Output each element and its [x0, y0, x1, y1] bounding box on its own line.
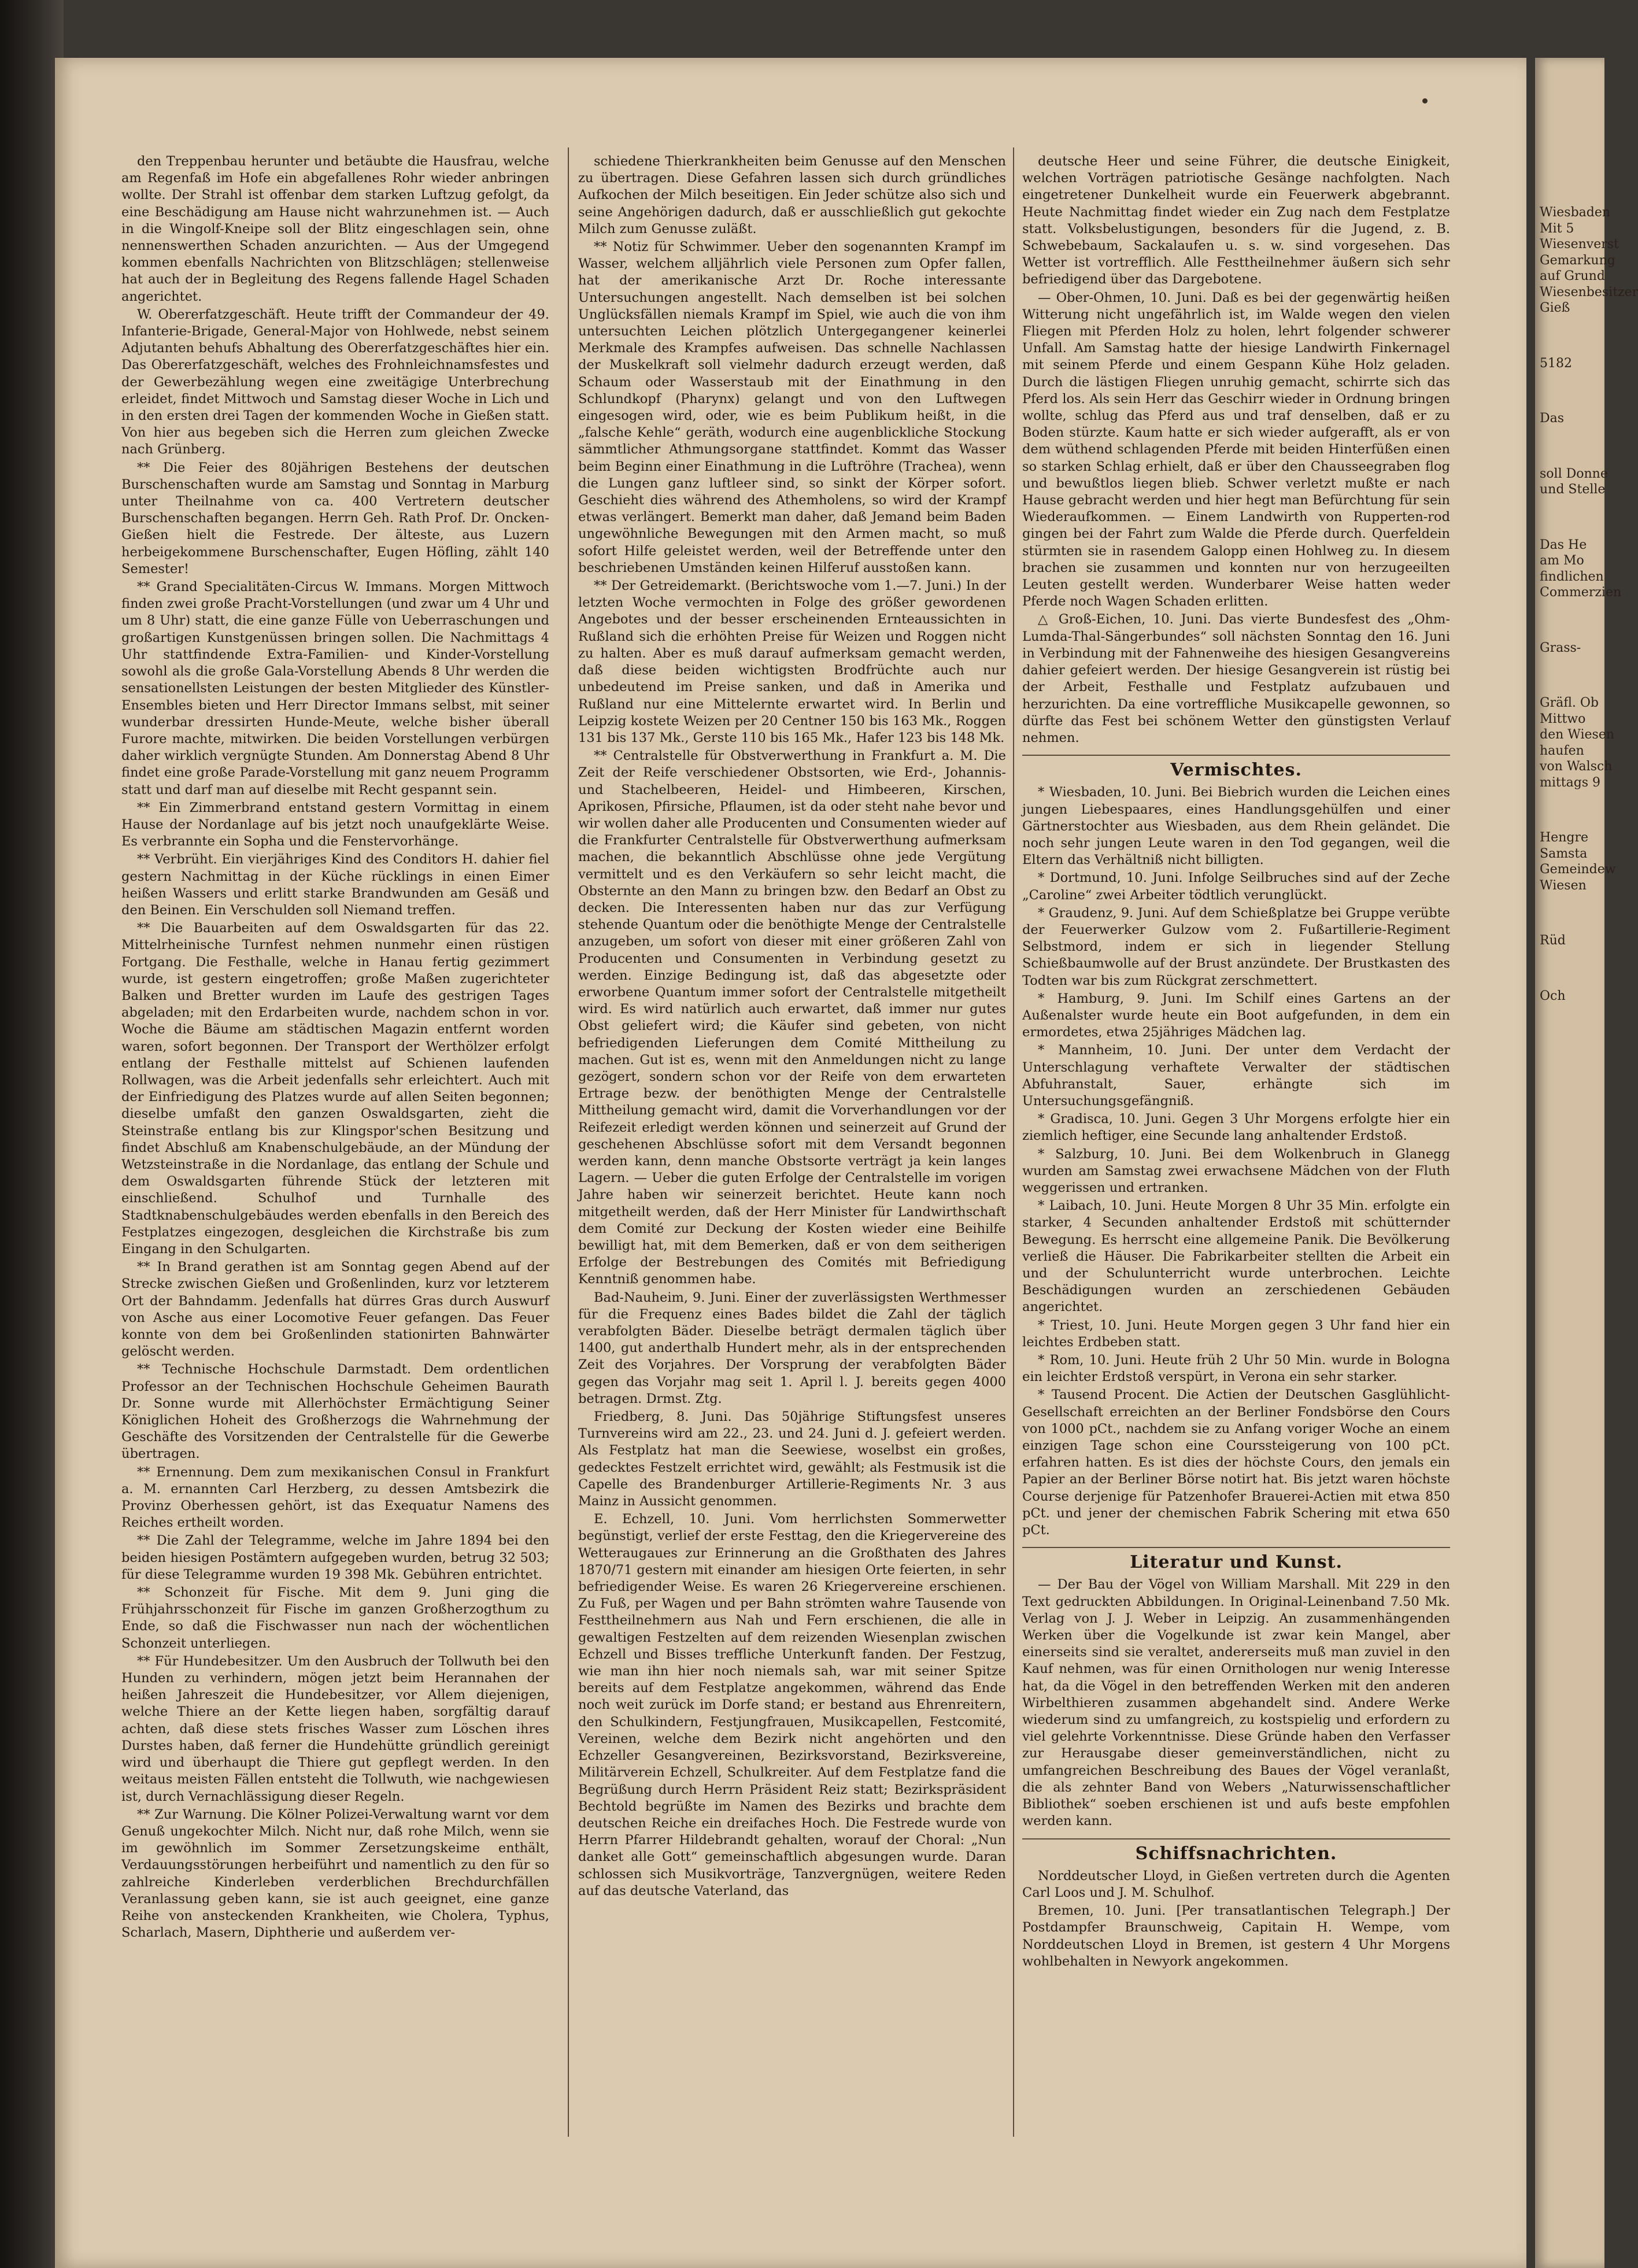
article-paragraph: * Rom, 10. Juni. Heute früh 2 Uhr 50 Min. wurde in Bologna ein leichter Erdstoß verspürt, in Verona ein sehr starker.	[1022, 1353, 1450, 1385]
article-paragraph: * Hamburg, 9. Juni. Im Schilf eines Gartens an der Außenalster wurde heute ein Boot aufgefunden, in dem ein ermordetes, etwa 25jähriges Mädchen lag.	[1022, 991, 1450, 1040]
article-paragraph: E. Echzell, 10. Juni. Vom herrlichsten Sommerwetter begünstigt, verlief der erste Festtag, den die Kriegervereine des Wetteraugaues zur Erinnerung an die Großthaten des Jahres 1870/71 gestern mit einander am hiesigen Orte feierten, in sehr befriedigender Weise. Es waren 26 Kriegervereine erschienen. Zu Fuß, per Wagen und per Bahn strömten wahre Tausende von Festtheilnehmern aus Nah und Fern erschienen, die alle in gewaltigen Festzelten auf dem reizenden Wiesenplan zwischen Echzell und Bisses treffliche Unterkunft fanden. Der Festzug, wie man ihn hier noch niemals sah, war mit seiner Spitze bereits auf dem Festplatze angekommen, während das Ende noch weit zurück im Dorfe stand; er bestand aus Ehrenreitern, den Schulkindern, Festjungfrauen, Musikcapellen, Festcomité, Vereinen, welche dem Bezirk nicht angehörten und den Echzeller Gesangvereinen, Bezirksvorstand, Bezirksvereine, Militärverein Echzell, Schulkreiter. Auf dem Festplatze fand die Begrüßung durch Herrn Präsident Reiz statt; Bezirkspräsident Bechtold begrüßte im Namen des Bezirks und brachte dem deutschen Reiche ein dreifaches Hoch. Die Festrede wurde von Herrn Pfarrer Hildebrandt gehalten, worauf der Choral: „Nun danket alle Gott“ gemeinschaftlich abgesungen wurde. Daran schlossen sich Musikvorträge, Tanzvergnügen, weitere Reden auf das deutsche Vaterland, das	[578, 1512, 1006, 1898]
article-paragraph: — Der Bau der Vögel von William Marshall. Mit 229 in den Text gedruckten Abbildungen. In Original-Leinenband 7.50 Mk. Verlag von J. J. Weber in Leipzig. An zusammenhängenden Werken über die Vogelkunde ist zwar kein Mangel, aber einerseits sind sie veraltet, andererseits muß man zuviel in den Kauf nehmen, was für einen Ornithologen nur wenig Interesse hat, da die Vögel in den betreffenden Werken mit den anderen Wirbelthieren zusammen abgehandelt sind. Andere Werke wiederum sind zu umfangreich, zu kostspielig und erfordern zu viel gelehrte Vorkenntnisse. Diese Gründe haben den Verfasser zur Herausgabe dieser gemeinverständlichen, nicht zu umfangreichen Beschreibung des Baues der Vögel veranlaßt, die als zehnter Band von Webers „Naturwissenschaftlicher Bibliothek“ soeben erschienen ist und aufs beste empfohlen werden kann.	[1022, 1577, 1450, 1829]
article-paragraph: Bremen, 10. Juni. [Per transatlantischen Telegraph.] Der Postdampfer Braunschweig, Capitain H. Wempe, vom Norddeutschen Lloyd in Bremen, ist gestern 4 Uhr Morgens wohlbehalten in Newyork angekommen.	[1022, 1903, 1450, 1969]
adjacent-page-edge	[1535, 58, 1638, 2268]
article-paragraph: ** Grand Specialitäten-Circus W. Immans. Morgen Mittwoch finden zwei große Pracht-Vorstellungen (und zwar um 4 Uhr und um 8 Uhr) statt, die eine ganze Fülle von Ueberraschungen und großartigen Kunstgenüssen bringen sollen. Die Nachmittags 4 Uhr stattfindende Extra-Familien- und Kinder-Vorstellung sowohl als die große Gala-Vorstellung Abends 8 Uhr werden die sensationellsten Leistungen der besten Mitglieder des Künstler-Ensembles bieten und Herr Director Immans selbst, mit seiner wunderbar dressirten Hunde-Meute, welche bisher überall Furore machte, mitwirken. Die beiden Vorstellungen verbürgen daher wirklich vergnügte Stunden. Am Donnerstag Abend 8 Uhr findet eine große Parade-Vorstellung mit ganz neuem Programm statt und darf man auf dieselbe mit Recht gespannt sein.	[121, 579, 549, 797]
section-heading: Literatur und Kunst.	[1022, 1547, 1450, 1571]
article-paragraph: * Salzburg, 10. Juni. Bei dem Wolkenbruch in Glanegg wurden am Samstag zwei erwachsene Mädchen von der Fluth weggerissen und ertranken.	[1022, 1146, 1450, 1195]
article-paragraph: ** Der Getreidemarkt. (Berichtswoche vom 1.—7. Juni.) In der letzten Woche vermochten in Folge des größer gewordenen Angebotes und der besser erscheinenden Ernteaussichten in Rußland sich die erhöhten Preise für Weizen und Roggen nicht zu halten. Aber es muß darauf aufmerksam gemacht werden, daß diese beiden wichtigsten Brodfrüchte auch nur unbedeutend im Preise sanken, und daß in Amerika und Rußland nur eine Mittelernte erwartet wird. In Berlin und Leipzig kostete Weizen per 20 Centner 150 bis 163 Mk., Roggen 131 bis 137 Mk., Gerste 110 bis 165 Mk., Hafer 123 bis 148 Mk.	[578, 578, 1006, 745]
article-paragraph: Norddeutscher Lloyd, in Gießen vertreten durch die Agenten Carl Loos und J. M. Schulhof.	[1022, 1868, 1450, 1900]
adjacent-page-fragment: soll Donne und Stelle	[1540, 466, 1608, 497]
article-paragraph: ** Zur Warnung. Die Kölner Polizei-Verwaltung warnt vor dem Genuß ungekochter Milch. Nicht nur, daß rohe Milch, wenn sie im gewöhnlich im Sommer Zersetzungskeime enthält, Verdauungsstörungen herbeiführt und namentlich zu den für so zahlreiche Kinderleben verderblichen Brechdurchfällen Veranlassung geben kann, sie ist auch geeignet, eine ganze Reihe von ansteckenden Krankheiten, wie Cholera, Typhus, Scharlach, Masern, Diphtherie und außerdem ver-	[121, 1807, 549, 1941]
article-paragraph: ** Ernennung. Dem zum mexikanischen Consul in Frankfurt a. M. ernannten Carl Herzberg, zu dessen Amtsbezirk die Provinz Oberhessen gehört, ist das Exequatur Namens des Reiches ertheilt worden.	[121, 1464, 549, 1531]
section-heading: Vermischtes.	[1022, 755, 1450, 778]
article-paragraph: ** Die Feier des 80jährigen Bestehens der deutschen Burschenschaften wurde am Samstag und Sonntag in Marburg unter Theilnahme von ca. 400 Vertretern deutscher Burschenschaften begangen. Herrn Geh. Rath Prof. Dr. Oncken-Gießen hielt die Festrede. Der älteste, aus Luzern herbeigekommene Burschenschafter, Eugen Höfling, zählt 140 Semester!	[121, 460, 549, 577]
book-spine	[0, 0, 64, 2268]
article-paragraph: den Treppenbau herunter und betäubte die Hausfrau, welche am Regenfaß im Hofe ein abgefallenes Rohr wieder anbringen wollte. Der Strahl ist offenbar dem starken Luftzug gefolgt, da eine Beschädigung am Hause nicht wahrzunehmen ist. — Auch in die Wingolf-Kneipe soll der Blitz eingeschlagen sein, ohne nennenswerthen Schaden anzurichten. — Aus der Umgegend kommen ebenfalls Nachrichten von Blitzschlägen; stellenweise hat auch der in Begleitung des Regens fallende Hagel Schaden angerichtet.	[121, 154, 549, 304]
article-paragraph: ** Technische Hochschule Darmstadt. Dem ordentlichen Professor an der Technischen Hochschule Geheimen Baurath Dr. Sonne wurde mit Allerhöchster Ermächtigung Seiner Königlichen Hoheit des Großherzogs die Wahrnehmung der Geschäfte des Vorsitzenden der Centralstelle für die Gewerbe übertragen.	[121, 1362, 549, 1462]
article-paragraph: Bad-Nauheim, 9. Juni. Einer der zuverlässigsten Werthmesser für die Frequenz eines Bades bildet die Zahl der täglich verabfolgten Bäder. Dieselbe beträgt dermalen täglich über 1400, gut anderthalb Hundert mehr, als in der entsprechenden Zeit des Vorjahres. Der Vorsprung der verabfolgten Bäder gegen das Vorjahr mag seit 1. April l. J. bereits gegen 4000 betragen. Drmst. Ztg.	[578, 1290, 1006, 1406]
article-paragraph: Friedberg, 8. Juni. Das 50jährige Stiftungsfest unseres Turnvereins wird am 22., 23. und 24. Juni d. J. gefeiert werden. Als Festplatz hat man die Seewiese, woselbst ein großes, gedecktes Festzelt errichtet wird, gewählt; als Festmusik ist die Capelle des Brandenburger Artillerie-Regiments Nr. 3 aus Mainz in Aussicht genommen.	[578, 1409, 1006, 1509]
article-paragraph: ** Verbrüht. Ein vierjähriges Kind des Conditors H. dahier fiel gestern Nachmittag in der Küche rücklings in einen Eimer heißen Wassers und erlitt starke Brandwunden am Gesäß und den Beinen. Ein Verschulden soll Niemand treffen.	[121, 852, 549, 918]
article-paragraph: * Gradisca, 10. Juni. Gegen 3 Uhr Morgens erfolgte hier ein ziemlich heftiger, eine Secunde lang anhaltender Erdstoß.	[1022, 1111, 1450, 1144]
article-paragraph: ** In Brand gerathen ist am Sonntag gegen Abend auf der Strecke zwischen Gießen und Großenlinden, kurz vor letzterem Ort der Bahndamm. Jedenfalls hat dürres Gras durch Auswurf von Asche aus einer Locomotive Feuer gefangen. Das Feuer konnte von dem bei Großenlinden stationirten Bahnwärter gelöscht werden.	[121, 1259, 549, 1360]
article-paragraph: ** Für Hundebesitzer. Um den Ausbruch der Tollwuth bei den Hunden zu verhindern, mögen jetzt beim Herannahen der heißen Jahreszeit die Hundebesitzer, vor Allem diejenigen, welche Thiere an der Kette liegen haben, sorgfältig darauf achten, daß diese stets frisches Wasser zum Löschen ihres Durstes haben, daß ferner die Hundehütte gründlich gereinigt wird und überhaupt die Thiere gut gepflegt werden. In den weitaus meisten Fällen entsteht die Tollwuth, wie nachgewiesen ist, durch Vernachlässigung dieser Regeln.	[121, 1653, 549, 1804]
article-paragraph: deutsche Heer und seine Führer, die deutsche Einigkeit, welchen Vorträgen patriotische Gesänge nachfolgten. Nach eingetretener Dunkelheit wurde ein Feuerwerk abgebrannt. Heute Nachmittag findet wieder ein Zug nach dem Festplatze statt. Volksbelustigungen, besonders für die Jugend, z. B. Schwebebaum, Sackalaufen u. s. w. sind vorgesehen. Das Wetter ist vortrefflich. Alle Festtheilnehmer äußern sich sehr befriedigend über das Dargebotene.	[1022, 154, 1450, 287]
article-paragraph: schiedene Thierkrankheiten beim Genusse auf den Menschen zu übertragen. Diese Gefahren lassen sich durch gründliches Aufkochen der Milch beseitigen. Ein Jeder schütze also sich und seine Angehörigen dadurch, daß er ausschließlich gut gekochte Milch zum Genusse zuläßt.	[578, 154, 1006, 237]
article-paragraph: ** Notiz für Schwimmer. Ueber den sogenannten Krampf im Wasser, welchem alljährlich viele Personen zum Opfer fallen, hat der amerikanische Arzt Dr. Roche interessante Untersuchungen angestellt. Nach demselben ist bei solchen Unglücksfällen niemals Krampf im Spiel, wie auch die von ihm untersuchten Leichen plötzlich Untergegangener keinerlei Merkmale des Krampfes aufweisen. Das schnelle Nachlassen der Muskelkraft soll vielmehr dadurch erzeugt werden, daß Schaum oder Wasserstaub mit der Einathmung in den Schlundkopf (Pharynx) gelangt und von den Luftwegen eingesogen wird, oder, wie es beim Publikum heißt, in die „falsche Kehle“ geräth, wodurch eine augenblickliche Stockung sämmtlicher Athmungsorgane stattfindet. Kommt das Wasser beim Beginn einer Einathmung in die Luftröhre (Trachea), wenn die Lungen ganz luftleer sind, so sinkt der Körper sofort. Geschieht dies während des Athemholens, so wird der Krampf etwas verlängert. Bemerkt man daher, daß Jemand beim Baden ungewöhnliche Bewegungen mit den Armen macht, so muß sofort Hilfe geleistet werden, weil der Betreffende unter den beschriebenen Umständen keinen Hilferuf ausstoßen kann.	[578, 239, 1006, 575]
article-paragraph: ** Schonzeit für Fische. Mit dem 9. Juni ging die Frühjahrsschonzeit für Fische im ganzen Großherzogthum zu Ende, so daß die Fischwasser nun nach der wöchentlichen Schonzeit unterliegen.	[121, 1585, 549, 1651]
article-paragraph: W. Obererfatzgeschäft. Heute trifft der Commandeur der 49. Infanterie-Brigade, General-Major von Hohlwede, nebst seinem Adjutanten behufs Abhaltung des Obererfatzgeschäftes hier ein. Das Obererfatzgeschäft, welches des Frohnleichnamsfestes und der Gewerbezählung wegen eine zweitägige Unterbrechung erleidet, findet Mittwoch und Samstag dieser Woche in Lich und in den ersten drei Tagen der kommenden Woche in Gießen statt. Von hier aus begeben sich die Herren zum gleichen Zwecke nach Grünberg.	[121, 306, 549, 457]
adjacent-page-fragment: Och	[1540, 988, 1566, 1003]
adjacent-page-fragment: Hengre Samsta Gemeindew Wiesen	[1540, 830, 1616, 893]
article-paragraph: — Ober-Ohmen, 10. Juni. Daß es bei der gegenwärtig heißen Witterung nicht ungefährlich ist, im Walde wegen den vielen Fliegen mit Pferden Holz zu holen, lehrt folgender schwerer Unfall. Am Samstag hatte der hiesige Landwirth Finkernagel mit seinem Pferde und einem Gespann Kühe Holz geladen. Durch die lästigen Fliegen unruhig gemacht, schirrte sich das Pferd los. Als sein Herr das Geschirr wieder in Ordnung bringen wollte, schlug das Pferd aus und traf denselben, daß er zu Boden stürzte. Kaum hatte er sich wieder aufgerafft, als er von dem wüthend schlagenden Pferde mit beiden Hinterfüßen einen so starken Schlag erhielt, daß er über den Chausseegraben flog und bewußtlos liegen blieb. Schwer verletzt mußte er nach Hause gebracht werden und hier hegt man Befürchtung für sein Wiederaufkommen. — Einem Landwirth von Rupperten-rod gingen bei der Fahrt zum Walde die Pferde durch. Querfeldein stürmten sie in rasendem Galopp einen Hohlweg zu. In diesem brachen sie zusammen und konnten nur von herzugeeilten Leuten gestellt werden. Wunderbarer Weise hatten weder Pferde noch Wagen Schaden erlitten.	[1022, 290, 1450, 610]
article-paragraph: * Triest, 10. Juni. Heute Morgen gegen 3 Uhr fand hier ein leichtes Erdbeben statt.	[1022, 1317, 1450, 1350]
article-paragraph: * Wiesbaden, 10. Juni. Bei Biebrich wurden die Leichen eines jungen Liebespaares, eines Handlungsgehülfen und einer Gärtnerstochter aus Wiesbaden, aus dem Rhein geländet. Die noch sehr jungen Leute waren in den Tod gegangen, weil die Eltern das Verhältniß nicht billigten.	[1022, 785, 1450, 868]
article-paragraph: * Tausend Procent. Die Actien der Deutschen Gasglühlicht-Gesellschaft erreichten an der Berliner Fondsbörse den Cours von 1000 pCt., nachdem sie zu Anfang voriger Woche an einem einzigen Tage schon eine Courssteigerung von 100 pCt. erfahren hatten. Es ist dies der höchste Cours, den jemals ein Papier an der Berliner Börse notirt hat. Bis jetzt waren höchste Course derjenige für Patzenhofer Brauerei-Actien mit etwa 850 pCt. und jener der chemischen Fabrik Schering mit etwa 650 pCt.	[1022, 1387, 1450, 1538]
adjacent-page-fragment: Wiesbaden Mit 5 Wiesenverst Gemarkung auf Grund Wiesenbesitzer Gieß	[1540, 205, 1638, 315]
article-paragraph: ** Die Zahl der Telegramme, welche im Jahre 1894 bei den beiden hiesigen Postämtern aufgegeben wurden, betrug 32 503; für diese Telegramme wurden 19 398 Mk. Gebühren entrichtet.	[121, 1533, 549, 1582]
adjacent-page-fragment: 5182	[1540, 356, 1572, 371]
article-paragraph: * Dortmund, 10. Juni. Infolge Seilbruches sind auf der Zeche „Caroline“ zwei Arbeiter tödtlich verunglückt.	[1022, 870, 1450, 903]
adjacent-page-fragment: Gräfl. Ob Mittwo den Wiesen haufen von Walsch mittags 9	[1540, 696, 1615, 790]
column-1	[121, 153, 549, 2131]
column-divider	[568, 147, 569, 2137]
adjacent-page-fragment: Grass-	[1540, 640, 1581, 655]
column-divider	[1013, 147, 1014, 2137]
adjacent-page-fragment: Rüd	[1540, 933, 1566, 948]
section-heading: Schiffsnachrichten.	[1022, 1838, 1450, 1862]
column-2	[578, 153, 1006, 2131]
adjacent-page-fragment: Das	[1540, 411, 1565, 426]
article-paragraph: ** Centralstelle für Obstverwerthung in Frankfurt a. M. Die Zeit der Reife verschiedener Obstsorten, wie Erd-, Johannis- und Stachelbeeren, Heidel- und Himbeeren, Kirschen, Aprikosen, Pfirsiche, Pflaumen, ist da oder steht nahe bevor und wir wollen daher alle Producenten und Consumenten wieder auf die Frankfurter Centralstelle für Obstverwerthung aufmerksam machen, die bekanntlich Abschlüsse ohne jede Vergütung vermittelt und es den Verkäufern so sehr leicht macht, die Obsternte an den Mann zu bringen bzw. den Bedarf an Obst zu decken. Die Interessenten haben nur das zur Verfügung stehende Quantum oder die benöthigte Menge der Centralstelle anzugeben, um sofort von dieser mit einer größeren Zahl von Producenten und Consumenten in Verbindung gesetzt zu werden. Einzige Bedingung ist, daß das abgesetzte oder erworbene Quantum immer sofort der Centralstelle mitgetheilt wird. Es wird natürlich auch erwartet, daß immer nur gutes Obst geliefert wird; die Käufer sind gebeten, von nicht befriedigenden Lieferungen dem Comité Mittheilung zu machen. Gut ist es, wenn mit den Anmeldungen nicht zu lange gezögert, sondern schon vor der Reife von dem erwarteten Ertrage bezw. der benöthigten Menge der Centralstelle Mittheilung gemacht wird, damit die Vorverhandlungen vor der Reifezeit erledigt werden können und seinerzeit auf Grund der geschehenen Abschlüsse sofort mit dem Versandt begonnen werden kann, denn manche Obstsorte verträgt ja kein langes Lagern. — Ueber die guten Erfolge der Centralstelle im vorigen Jahre haben wir seinerzeit berichtet. Heute kann noch mitgetheilt werden, daß der Herr Minister für Landwirthschaft dem Comité zur Deckung der Kosten wieder eine Beihilfe bewilligt hat, mit dem Bemerken, daß er von dem seitherigen Erfolge der Bestrebungen des Comités mit Befriedigung Kenntniß genommen habe.	[578, 748, 1006, 1287]
adjacent-page-fragment: Das He am Mo findlichen Commerzien	[1540, 537, 1622, 600]
page-mark	[1422, 98, 1428, 104]
article-paragraph: △ Groß-Eichen, 10. Juni. Das vierte Bundesfest des „Ohm-Lumda-Thal-Sängerbundes“ soll nächsten Sonntag den 16. Juni in Verbindung mit der Fahnenweihe des hiesigen Gesangvereins dahier gefeiert werden. Der hiesige Gesangverein ist rüstig bei der Arbeit, Festhalle und Festplatz aufzubauen und herzurichten. Da eine vortreffliche Musikcapelle gewonnen, so dürfte das Fest bei schönem Wetter den günstigsten Verlauf nehmen.	[1022, 612, 1450, 745]
article-paragraph: * Mannheim, 10. Juni. Der unter dem Verdacht der Unterschlagung verhaftete Verwalter der städtischen Abfuhranstalt, Sauer, erhängte sich im Untersuchungsgefängniß.	[1022, 1043, 1450, 1109]
article-paragraph: ** Die Bauarbeiten auf dem Oswaldsgarten für das 22. Mittelrheinische Turnfest nehmen nunmehr einen rüstigen Fortgang. Die Festhalle, welche in Hanau fertig gezimmert wurde, ist gestern eingetroffen; große Maßen zugerichteter Balken und Bretter wurden im Laufe des gestrigen Tages abgeladen; mit den Erdarbeiten wurde, nachdem schon in vor. Woche die Bäume am städtischen Magazin entfernt worden waren, sofort begonnen. Der Transport der Werthölzer erfolgt entlang der Festhalle mittelst auf Schienen laufenden Rollwagen, was die Arbeit jedenfalls sehr erleichtert. Auch mit der Einfriedigung des Platzes wurde auf allen Seiten begonnen; dieselbe umfaßt den ganzen Oswaldsgarten, zieht die Steinstraße entlang bis zur Klingspor'schen Besitzung und findet Abschluß am Knabenschulgebäude, an der Mündung der Wetzsteinstraße in die Nordanlage, das entlang der Schule und dem Oswaldsgarten führende Stück der letzteren mit einschließend. Schulhof und Turnhalle des Stadtknabenschulgebäudes werden ebenfalls in den Bereich des Festplatzes eingezogen, desgleichen die Kirchstraße bis zum Eingang in den Schulgarten.	[121, 921, 549, 1257]
article-paragraph: * Laibach, 10. Juni. Heute Morgen 8 Uhr 35 Min. erfolgte ein starker, 4 Secunden anhaltender Erdstoß mit schütternder Bewegung. Es herrscht eine allgemeine Panik. Die Bevölkerung verließ die Häuser. Die Fabrikarbeiter stellten die Arbeit ein und der Schulunterricht wurde unterbrochen. Leichte Beschädigungen wurden an zerschiedenen Gebäuden angerichtet.	[1022, 1198, 1450, 1315]
article-paragraph: ** Ein Zimmerbrand entstand gestern Vormittag in einem Hause der Nordanlage auf bis jetzt noch unaufgeklärte Weise. Es verbrannte ein Sopha und die Fenstervorhänge.	[121, 800, 549, 849]
article-paragraph: * Graudenz, 9. Juni. Auf dem Schießplatze bei Gruppe verübte der Feuerwerker Gulzow vom 2. Fußartillerie-Regiment Selbstmord, indem er sich in liegender Stellung Schießbaumwolle auf der Brust anzündete. Der Brustkasten des Todten war bis zum Rückgrat zerschmettert.	[1022, 905, 1450, 988]
column-3	[1022, 153, 1450, 2131]
